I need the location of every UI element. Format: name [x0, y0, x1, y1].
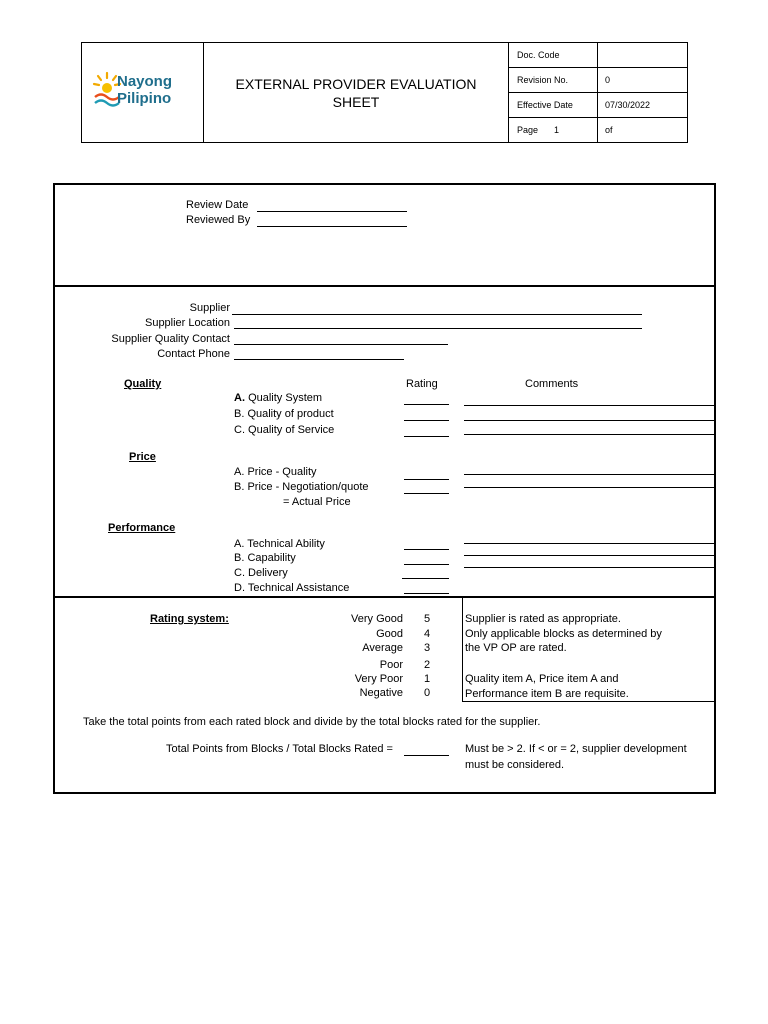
supplier-location-label: Supplier Location	[144, 317, 230, 329]
page-label-text: Page	[517, 125, 539, 135]
document-title	[204, 42, 509, 143]
doc-code-label: Doc. Code	[517, 49, 560, 60]
rating-level-label: Average	[362, 642, 403, 654]
price-b-rating-field[interactable]	[404, 493, 449, 494]
reviewed-by-label: Reviewed By	[186, 214, 251, 226]
rating-level-label: Very Good	[351, 613, 403, 625]
title-line2: SHEET	[332, 93, 380, 110]
quality-a-comment-field[interactable]	[464, 405, 714, 406]
logo-area	[81, 42, 204, 143]
rating-level-score: 3	[424, 642, 431, 654]
title-line1: EXTERNAL PROVIDER EVALUATION	[235, 75, 477, 92]
section-divider-1	[53, 285, 716, 287]
quality-item-a-prefix: A.	[234, 392, 245, 404]
rating-note-2-line2: Performance item B are requisite.	[465, 688, 629, 700]
instruction-text: Take the total points from each rated block and divide by the total blocks rated for the supplier.	[83, 716, 541, 728]
performance-heading: Performance	[108, 522, 176, 534]
supplier-location-field[interactable]	[234, 328, 642, 329]
formula-text: Total Points from Blocks / Total Blocks Rated =	[166, 743, 393, 755]
effective-date-label: Effective Date	[517, 99, 573, 110]
price-a-rating-field[interactable]	[404, 479, 449, 480]
quality-c-comment-field[interactable]	[464, 434, 714, 435]
price-b-comment-field[interactable]	[464, 487, 714, 488]
price-item-b: B. Price - Negotiation/quote	[234, 481, 369, 493]
quality-item-c: C. Quality of Service	[234, 424, 335, 436]
rating-level-label: Poor	[379, 659, 403, 671]
final-score-field[interactable]	[404, 755, 449, 756]
performance-b-rating-field[interactable]	[404, 564, 449, 565]
rating-level-label: Very Poor	[354, 673, 403, 685]
performance-item-a: A. Technical Ability	[234, 538, 325, 550]
rating-notes-bottom-rule	[462, 701, 716, 702]
rating-note-2-line1: Quality item A, Price item A and	[465, 673, 619, 685]
evaluation-form	[53, 183, 716, 794]
review-date-field[interactable]	[257, 211, 407, 212]
performance-b-comment-field[interactable]	[464, 555, 714, 556]
doc-code-value	[597, 42, 688, 67]
quality-item-b: B. Quality of product	[234, 408, 334, 420]
quality-a-rating-field[interactable]	[404, 404, 449, 405]
rating-level-score: 2	[424, 659, 431, 671]
price-a-comment-field[interactable]	[464, 474, 714, 475]
effective-date-value: 07/30/2022	[605, 99, 651, 110]
quality-b-comment-field[interactable]	[464, 420, 714, 421]
performance-a-comment-field[interactable]	[464, 543, 714, 544]
price-item-a: A. Price - Quality	[234, 466, 317, 478]
performance-item-c: C. Delivery	[234, 567, 288, 579]
rating-column-header: Rating	[406, 378, 438, 390]
footer-note-line2: must be considered.	[465, 759, 565, 771]
rating-level-score: 1	[424, 673, 431, 685]
page-number: 1	[554, 125, 560, 135]
footer-note-line1: Must be > 2. If < or = 2, supplier development	[465, 743, 687, 755]
section-divider-2	[53, 596, 716, 598]
rating-level-score: 0	[424, 687, 431, 699]
revision-label: Revision No.	[517, 74, 569, 85]
reviewed-by-field[interactable]	[257, 226, 407, 227]
rating-note-1-line2: Only applicable blocks as determined by	[465, 628, 662, 640]
performance-item-d: D. Technical Assistance	[234, 582, 350, 594]
contact-phone-field[interactable]	[234, 359, 404, 360]
supplier-quality-contact-field[interactable]	[234, 344, 448, 345]
performance-d-rating-field[interactable]	[404, 593, 449, 594]
quality-b-rating-field[interactable]	[404, 420, 449, 421]
review-date-label: Review Date	[186, 199, 249, 211]
rating-level-score: 4	[424, 628, 431, 640]
rating-note-1-line3: the VP OP are rated.	[465, 642, 567, 654]
rating-notes-divider	[462, 598, 463, 702]
quality-item-a	[234, 392, 322, 404]
supplier-label: Supplier	[189, 302, 230, 314]
page-of: of	[605, 125, 613, 135]
page-label	[509, 117, 597, 143]
logo-text-line1: Nayong	[117, 73, 173, 90]
rating-system-heading: Rating system:	[150, 613, 229, 625]
comments-column-header: Comments	[525, 378, 579, 390]
quality-item-a-text: Quality System	[248, 392, 323, 404]
price-heading: Price	[129, 451, 156, 463]
performance-item-b: B. Capability	[234, 552, 296, 564]
performance-c-comment-field[interactable]	[464, 567, 714, 568]
rating-level-score: 5	[424, 613, 431, 625]
performance-c-rating-field[interactable]	[402, 578, 449, 579]
quality-c-rating-field[interactable]	[404, 436, 449, 437]
contact-phone-label: Contact Phone	[157, 348, 230, 360]
performance-a-rating-field[interactable]	[404, 549, 449, 550]
revision-value: 0	[605, 74, 611, 85]
logo-text-line2: Pilipino	[117, 90, 172, 107]
price-item-b-note: = Actual Price	[283, 496, 351, 508]
rating-level-label: Good	[376, 628, 403, 640]
supplier-field[interactable]	[232, 314, 642, 315]
rating-level-label: Negative	[359, 687, 403, 699]
supplier-quality-contact-label: Supplier Quality Contact	[111, 333, 230, 345]
rating-note-1-line1: Supplier is rated as appropriate.	[465, 613, 621, 625]
quality-heading: Quality	[124, 378, 162, 390]
